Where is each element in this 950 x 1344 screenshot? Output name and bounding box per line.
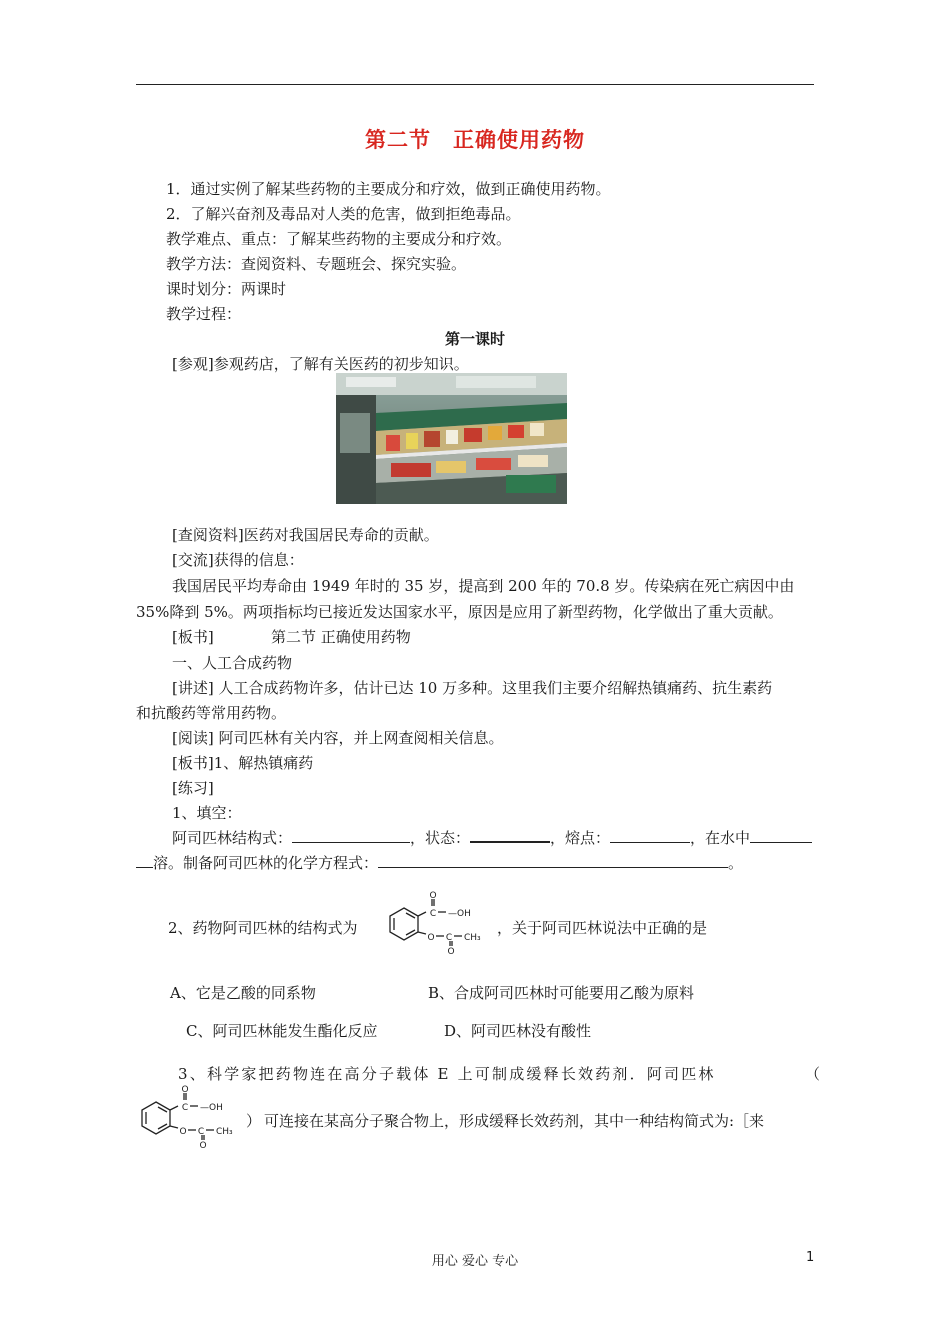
- mol2-methyl: CH₃: [216, 1127, 233, 1137]
- question-1-label: 1、填空：: [172, 804, 242, 822]
- structure-blank[interactable]: [292, 828, 410, 843]
- exchange-text: [交流]获得的信息：: [172, 551, 304, 569]
- melting-point-blank[interactable]: [610, 828, 690, 843]
- equation-blank[interactable]: [378, 853, 728, 868]
- q1-equation-label: 溶。制备阿司匹林的化学方程式：: [153, 854, 379, 872]
- footer-motto: 用心 爱心 专心: [431, 1254, 519, 1269]
- paragraph-line-2: 35%降到 5%。两项指标均已接近发达国家水平，原因是应用了新型药物，化学做出了重大贡献。: [136, 603, 783, 621]
- q1-melting-label: ，熔点：: [550, 829, 611, 847]
- board-text: 第二节 正确使用药物: [271, 628, 411, 646]
- mol2-ester-o2: O: [199, 1141, 207, 1148]
- header-rule: [136, 84, 814, 85]
- lecture-line-2: 和抗酸药等常用药物。: [136, 704, 287, 722]
- mol2-carbon: C: [181, 1103, 189, 1113]
- page-number: 1: [806, 1250, 815, 1265]
- practice-label: [练习]: [172, 779, 214, 797]
- process-text: 教学过程：: [166, 305, 242, 323]
- question-1-line-1: [172, 827, 812, 848]
- solubility-blank-start[interactable]: [750, 828, 812, 843]
- solubility-blank-end[interactable]: [136, 853, 153, 868]
- option-c[interactable]: C、阿司匹林能发生酯化反应: [186, 1022, 378, 1040]
- lecture-line-1: [讲述] 人工合成药物许多，估计已达 10 万多种。这里我们主要介绍解热镇痛药、抗生素药: [172, 679, 773, 697]
- research-text: [查阅资料]医药对我国居民寿命的贡献。: [172, 526, 439, 544]
- q1-structure-label: 阿司匹林结构式：: [172, 829, 293, 847]
- question-2-before: 2、药物阿司匹林的结构式为: [168, 919, 358, 937]
- title-topic: 正确使用药物: [453, 128, 585, 152]
- objective-2: 2．了解兴奋剂及毒品对人类的危害，做到拒绝毒品。: [166, 205, 521, 223]
- mol2-ester-c: C: [197, 1127, 205, 1137]
- option-a[interactable]: A、它是乙酸的同系物: [170, 984, 316, 1002]
- mol1-carbonyl-o: O: [429, 891, 437, 901]
- mol2-oh: —OH: [200, 1103, 223, 1113]
- section-heading: 一、人工合成药物: [172, 654, 293, 672]
- board-2-text: [板书]1、解热镇痛药: [172, 754, 314, 772]
- question-3-line-2: 可连接在某高分子聚合物上，形成缓释长效药剂，其中一种结构简式为:［来: [264, 1112, 765, 1130]
- mol1-methyl: CH₃: [464, 933, 481, 943]
- hours-text: 课时划分：两课时: [166, 280, 287, 298]
- paragraph-line-1: 我国居民平均寿命由 1949 年时的 35 岁，提高到 200 年的 70.8 岁。传染病在死亡病因中由: [172, 577, 795, 595]
- reading-text: [阅读] 阿司匹林有关内容，并上网查阅相关信息。: [172, 729, 504, 747]
- pharmacy-shelf-photo: [336, 373, 567, 504]
- aspirin-structure-1: [382, 888, 494, 954]
- mol1-ester-c: C: [445, 933, 453, 943]
- q1-water-label: ，在水中: [690, 829, 751, 847]
- option-d[interactable]: D、阿司匹林没有酸性: [444, 1022, 592, 1040]
- question-3-line-1: 3、科学家把药物连在高分子载体 E 上可制成缓释长效药剂．阿司匹林: [178, 1065, 716, 1083]
- q1-period: 。: [728, 854, 744, 872]
- title-section: 第二节: [365, 128, 431, 152]
- question-2-after: ，关于阿司匹林说法中正确的是: [497, 919, 708, 937]
- methods-text: 教学方法：查阅资料、专题班会、探究实验。: [166, 255, 467, 273]
- option-b[interactable]: B、合成阿司匹林时可能要用乙酸为原料: [428, 984, 695, 1002]
- board-label: [板书]: [172, 628, 214, 646]
- question-3-paren-close: ）: [246, 1112, 262, 1130]
- state-blank[interactable]: [470, 827, 550, 843]
- q1-state-label: ，状态：: [410, 829, 471, 847]
- mol1-carbon: C: [429, 909, 437, 919]
- mol2-ester-o: O: [179, 1127, 187, 1137]
- aspirin-structure-2: [134, 1082, 246, 1148]
- mol1-oh: —OH: [448, 909, 471, 919]
- page-title: [0, 124, 950, 154]
- question-1-line-2: [136, 852, 743, 873]
- mol2-carbonyl-o: O: [181, 1085, 189, 1095]
- visit-text: [参观]参观药店，了解有关医药的初步知识。: [172, 355, 469, 373]
- pharmacy-shelf-image: [336, 373, 567, 504]
- lesson-heading: 第一课时: [444, 330, 505, 348]
- mol1-ester-o: O: [427, 933, 435, 943]
- difficulty-text: 教学难点、重点：了解某些药物的主要成分和疗效。: [166, 230, 512, 248]
- mol1-ester-o2: O: [447, 947, 455, 954]
- question-3-paren-open: （: [805, 1065, 821, 1083]
- objective-1: 1．通过实例了解某些药物的主要成分和疗效，做到正确使用药物。: [166, 180, 611, 198]
